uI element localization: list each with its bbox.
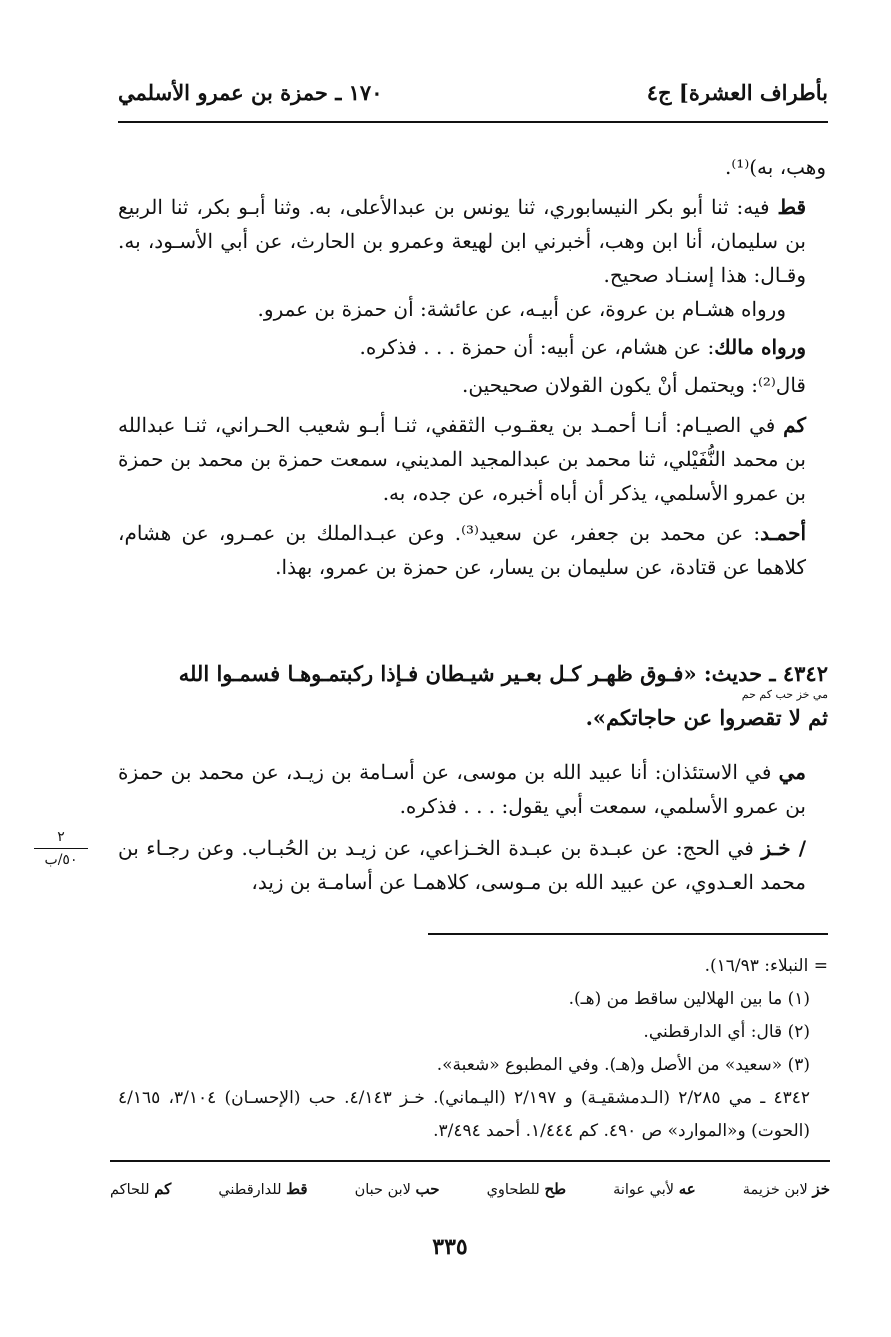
text-line-wahb: وهب، به)⁽¹⁾. bbox=[725, 155, 826, 179]
abbr-qt: قط bbox=[777, 195, 806, 219]
paragraph-qal: قال⁽²⁾: ويحتمل أنْ يكون القولان صحيحين. bbox=[462, 373, 806, 397]
paragraph-hisham: ورواه هشـام بن عروة، عن أبيـه، عن عائشة: أن حمزة بن عمرو. bbox=[257, 297, 786, 321]
margin-note-bar bbox=[34, 848, 88, 849]
footnote-rule bbox=[428, 933, 828, 935]
header-right-title: بأطراف العشرة] ج٤ bbox=[646, 79, 828, 105]
paragraph-ahmad: أحمـد: عن محمد بن جعفر، عن سعيد⁽³⁾. وعن عبـدالملك بن عمـرو، عن هشام، كلاهما عن قتادة، عن سليمان بن يسار، عن حمزة بن عمرو، بهذا. bbox=[118, 521, 806, 579]
abbreviations-rule bbox=[110, 1160, 830, 1162]
abbr-key-0: خز لابن خزيمة bbox=[742, 1180, 830, 1198]
margin-note-top: ٢ bbox=[57, 829, 65, 845]
hadith-line-2: ثم لا تقصروا عن حاجاتكم». bbox=[585, 705, 828, 730]
abbreviations-key bbox=[110, 1180, 830, 1198]
header-left-title: ١٧٠ ـ حمزة بن عمرو الأسلمي bbox=[118, 79, 383, 105]
hadith-line-1: ٤٣٤٢ ـ حديث: «فـوق ظهـر كـل بعـير شيـطان فـإذا ركبتمـوهـا فسمـوا الله bbox=[178, 661, 828, 686]
abbr-km: كم bbox=[783, 413, 806, 437]
abbr-key-3: حب لابن حبان bbox=[354, 1180, 440, 1198]
footnote-2: (٢) قال: أي الدارقطني. bbox=[643, 1022, 810, 1042]
paragraph-malik: ورواه مالك: عن هشام، عن أبيه: أن حمزة . . . فذكره. bbox=[359, 335, 806, 359]
abbr-key-2: طح للطحاوي bbox=[486, 1180, 567, 1198]
footnote-continuation: = النبلاء: ١٦/٩٣). bbox=[704, 956, 828, 976]
abbr-mi: مي bbox=[778, 760, 806, 784]
running-header bbox=[118, 72, 828, 112]
header-rule bbox=[118, 121, 828, 123]
paragraph-km: كم في الصيـام: أنـا أحمـد بن يعقـوب الثقفي، ثنـا أبـو شعيب الحـراني، ثنـا عبدالله بن محمد النُّفَيْلي، ثنا محمد بن عبدالمجيد المديني، سمعت حمزة بن محمد بن حمزة بن عمرو الأسلمي، يذكر أن أباه أخبره، عن جده، به. bbox=[118, 413, 807, 505]
footnote-3: (٣) «سعيد» من الأصل و(هـ). وفي المطبوع «شعبة». bbox=[436, 1055, 810, 1075]
hadith-sigla: مي خز حب كم حم bbox=[741, 688, 828, 701]
main-text-part1 bbox=[118, 150, 826, 584]
main-text-part2 bbox=[118, 755, 826, 899]
footnote-4342: ٤٣٤٢ ـ مي ٢/٢٨٥ (الـدمشقيـة) و ٢/١٩٧ (اليـماني). خـز ٤/١٤٣. حب (الإحسـان) ٣/١٠٤، ٤/١٦٥ (الحوت) و«الموارد» ص ٤٩٠. كم ١/٤٤٤. أحمد ٣/٤٩٤. bbox=[118, 1088, 811, 1141]
margin-manuscript-ref bbox=[30, 828, 92, 869]
footnotes bbox=[118, 950, 828, 1148]
abbr-khz: / خـز bbox=[761, 836, 806, 860]
abbr-key-4: قط للدارقطني bbox=[218, 1180, 308, 1198]
footnote-1: (١) ما بين الهلالين ساقط من (هـ). bbox=[568, 989, 810, 1009]
hadith-4342-heading bbox=[114, 658, 828, 734]
paragraph-mi: مي في الاستئذان: أنا عبيد الله بن موسى، عن أسـامة بن زيـد، عن محمد بن حمزة بن عمرو الأسلمي، سمعت أبي يقول: . . . فذكره. bbox=[118, 760, 806, 818]
margin-note-bottom: ٥٠/ب bbox=[44, 852, 78, 868]
abbr-key-1: عه لأبي عوانة bbox=[613, 1180, 696, 1198]
abbr-key-5: كم للحاكم bbox=[110, 1180, 172, 1198]
paragraph-khz: / خـز في الحج: عن عبـدة بن عبـدة الخـزاعي، عن زيـد بن الحُبـاب. وعن رجـاء بن محمد العـدوي، عن عبيد الله بن مـوسى، كلاهمـا عن أسامـة بن زيد، bbox=[118, 836, 806, 894]
paragraph-qt: قط فيه: ثنا أبو بكر النيسابوري، ثنا يونس بن عبدالأعلى، به. وثنا أبـو بكر، ثنا الربيع بن سليمان، أنا ابن وهب، أخبرني ابن لهيعة وعمرو بن الحارث، عن أبي الأسـود، به. وقـال: هذا إسنـاد صحيح. bbox=[118, 195, 806, 287]
page-number: ٣٣٥ bbox=[432, 1234, 468, 1260]
